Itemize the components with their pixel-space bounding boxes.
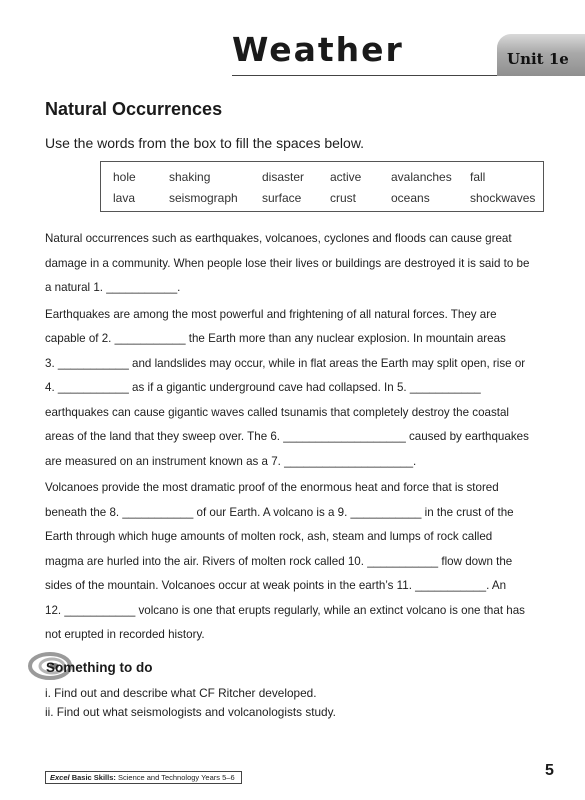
passage-line: 3. ___________ and landslides may occur, while in flat areas the Earth may split open, rise or <box>45 356 526 370</box>
passage-line: beneath the 8. ___________ of our Earth. A volcano is a 9. ___________ in the crust of the <box>45 505 514 519</box>
passage-line: areas of the land that they sweep over. The 6. ___________________ caused by earthquakes <box>45 430 529 443</box>
passage-line: Earthquakes are among the most powerful and frightening of all natural forces. They are <box>45 307 497 321</box>
passage-line: not erupted in recorded history. <box>45 628 205 641</box>
word-box-word: disaster <box>262 170 305 184</box>
word-box-word: lava <box>113 191 136 205</box>
paragraph-earthquakes-intro <box>45 227 560 301</box>
word-box-word: seismograph <box>169 191 238 205</box>
word-box-word: active <box>330 170 362 184</box>
word-box-word: fall <box>470 170 486 184</box>
instruction-text: Use the words from the box to fill the spaces below. <box>45 135 365 151</box>
footer-subtitle: Science and Technology Years 5–6 <box>115 773 235 782</box>
passage-line: capable of 2. ___________ the Earth more than any nuclear explosion. In mountain areas <box>45 332 506 345</box>
header-rule <box>232 75 498 76</box>
passage-line: Volcanoes provide the most dramatic proof of the enormous heat and force that is stored <box>45 481 499 494</box>
word-box-word: avalanches <box>391 170 452 184</box>
passage-line: damage in a community. When people lose their lives or buildings are destroyed it is said to be <box>45 256 530 270</box>
page-title: Weather <box>232 30 404 69</box>
passage-line: 4. ___________ as if a gigantic underground cave had collapsed. In 5. ___________ <box>45 381 481 394</box>
footer-brand: Excel <box>50 773 70 782</box>
footer-series-label <box>45 771 242 784</box>
word-box-word: oceans <box>391 191 430 205</box>
passage-line: 12. ___________ volcano is one that erupts regularly, while an extinct volcano is one that has <box>45 603 525 617</box>
passage-line: Natural occurrences such as earthquakes, volcanoes, cyclones and floods can cause great <box>45 232 512 245</box>
footer-series: Basic Skills: <box>71 773 116 782</box>
passage-line: sides of the mountain. Volcanoes occur at weak points in the earth’s 11. ___________. An <box>45 579 507 592</box>
something-to-do-heading: Something to do <box>46 660 153 675</box>
section-heading: Natural Occurrences <box>45 99 223 119</box>
word-box-word: surface <box>262 191 302 205</box>
paragraph-volcanoes <box>45 476 560 648</box>
word-box-word: crust <box>330 191 357 205</box>
unit-tab <box>497 34 585 76</box>
word-box-word: hole <box>113 170 136 184</box>
paragraph-earthquakes <box>45 303 560 475</box>
passage-line: are measured on an instrument known as a 7. ____________________. <box>45 454 417 468</box>
passage-line: earthquakes can cause gigantic waves called tsunamis that completely destroy the coastal <box>45 405 510 419</box>
passage-line: magma are hurled into the air. Rivers of molten rock called 10. ___________ flow down the <box>45 554 513 568</box>
word-box <box>100 161 544 212</box>
page-number: 5 <box>545 762 554 779</box>
something-to-do-list <box>45 684 336 721</box>
unit-label: Unit 1e <box>507 50 569 68</box>
list-item: ii. Find out what seismologists and volcanologists study. <box>45 704 336 719</box>
word-box-word: shaking <box>169 170 211 184</box>
passage-line: Earth through which huge amounts of molten rock, ash, steam and lumps of rock called <box>45 530 493 543</box>
passage <box>45 227 560 650</box>
list-item: i. Find out and describe what CF Ritcher developed. <box>45 686 317 700</box>
passage-line: a natural 1. ___________. <box>45 281 181 294</box>
word-box-word: shockwaves <box>470 191 536 205</box>
